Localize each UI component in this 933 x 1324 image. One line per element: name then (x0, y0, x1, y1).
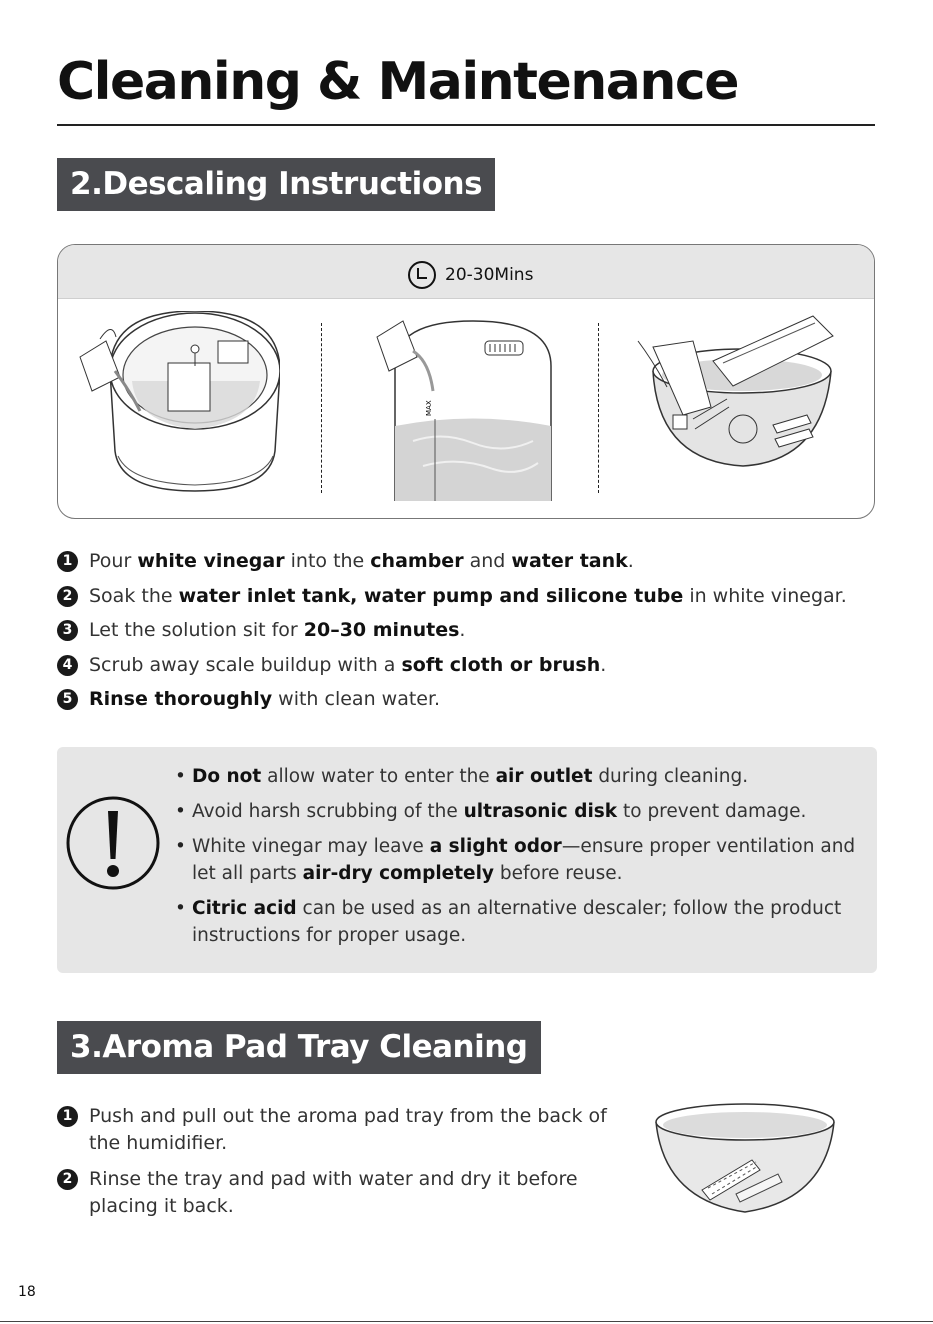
clock-icon (407, 260, 437, 290)
caution-list (175, 763, 865, 957)
warning-icon (65, 795, 161, 891)
step-number: 5 (57, 689, 78, 710)
descaling-heading: 2.Descaling Instructions (57, 158, 495, 211)
title-rule (57, 124, 875, 126)
water-tank-illustration (373, 311, 553, 501)
caution-item: • White vinegar may leave a slight odor—ensure proper ventilation and let all parts air-dry completely before reuse. (175, 833, 865, 887)
step-4 (57, 652, 847, 679)
step-text: Let the solution sit for 20–30 minutes. (89, 619, 466, 641)
step-text: Push and pull out the aroma pad tray from the back of the humidifier. (89, 1105, 607, 1154)
humidifier-base-illustration (70, 311, 280, 501)
page-title: Cleaning & Maintenance (57, 52, 739, 112)
illustration-divider (598, 323, 599, 493)
page-number: 18 (18, 1284, 36, 1300)
duration-text: 20-30Mins (445, 265, 534, 285)
max-label: MAX (425, 400, 433, 416)
caution-item: • Citric acid can be used as an alternative descaler; follow the product instructions for proper usage. (175, 895, 865, 949)
step-number: 4 (57, 655, 78, 676)
step-number: 2 (57, 1169, 78, 1190)
step-text: Rinse thoroughly with clean water. (89, 688, 441, 710)
step-number: 1 (57, 1106, 78, 1127)
step-number: 3 (57, 620, 78, 641)
duration (407, 260, 533, 290)
bottom-rule (0, 1321, 933, 1322)
caution-panel (57, 747, 877, 973)
illustration-divider (321, 323, 322, 493)
caution-item: • Avoid harsh scrubbing of the ultrasonic disk to prevent damage. (175, 798, 865, 825)
step-1 (57, 548, 847, 575)
step-number: 2 (57, 586, 78, 607)
step-3 (57, 617, 847, 644)
aroma-steps (57, 1103, 617, 1229)
step-text: Scrub away scale buildup with a soft cloth or brush. (89, 653, 607, 676)
aroma-heading: 3.Aroma Pad Tray Cleaning (57, 1021, 541, 1074)
step-text: Soak the water inlet tank, water pump and silicone tube in white vinegar. (89, 584, 847, 607)
aroma-step-1 (57, 1103, 617, 1157)
step-2 (57, 583, 847, 610)
soaking-basin-illustration (633, 311, 843, 481)
step-number: 1 (57, 551, 78, 572)
step-text: Rinse the tray and pad with water and dry it before placing it back. (89, 1168, 578, 1217)
aroma-tray-basin-illustration (652, 1100, 838, 1216)
illustration-panel (57, 244, 875, 519)
caution-item: • Do not allow water to enter the air outlet during cleaning. (175, 763, 865, 790)
step-5 (57, 686, 847, 713)
step-text: Pour white vinegar into the chamber and water tank. (89, 550, 634, 572)
descaling-steps (57, 548, 847, 713)
aroma-step-2 (57, 1166, 617, 1220)
duration-bar (58, 245, 874, 299)
